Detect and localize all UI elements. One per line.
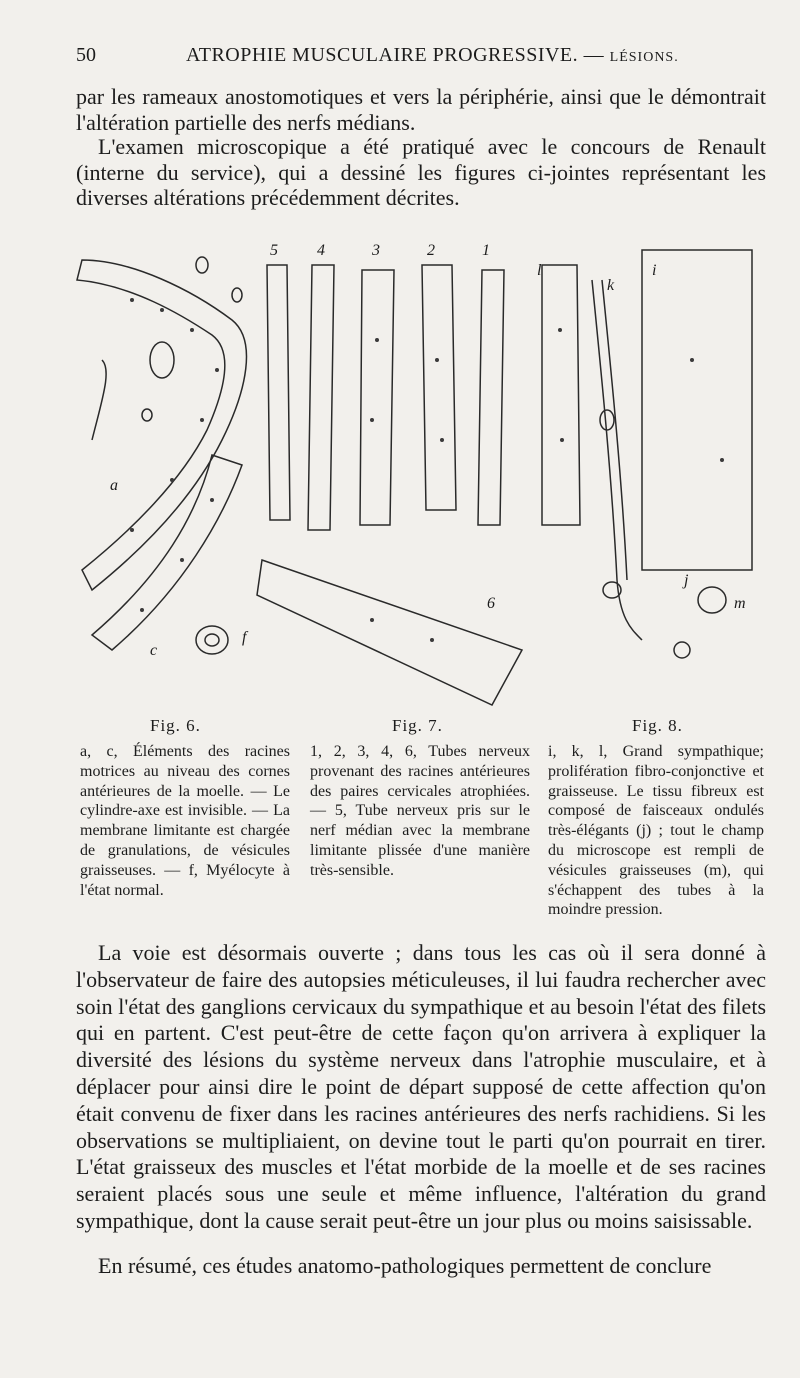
granulation <box>375 338 379 342</box>
fig-letter-j: j <box>684 572 689 589</box>
paragraph-conclusion-way: La voie est désormais ouverte ; dans tous les cas où il sera donné à l'observateur de faire des autopsies méticuleuses, il lui faudra rechercher avec soin l'état des ganglions cervicaux du sympathique et au besoin l'état des filets qui en partent. C'est peut-être de cette façon qu'on arrivera à expliquer la diversité des lésions du système nerveux dans l'atrophie musculaire, et à déplacer pour ainsi dire le point de départ supposé de cette affection qu'on était convenu de fixer dans les racines antérieures des nerfs rachidiens. Si les observations se multipliaient, on devine tout le parti qu'on pourrait en tirer. L'état graisseux des muscles et l'état morbide de la moelle et de ses racines seraient placés sous une seule et même influence, l'altération du grand sympathique, dont la cause serait peut-être un jour plus ou moins saisissable. <box>76 940 766 1233</box>
fig6-caption: a, c, Éléments des racines motrices au niveau des cornes antérieures de la moelle. — Le cylindre-axe est invisible. — La membrane limitante est chargée de granulations, de vésicules graisseuses. — f, Myélocyte à l'état normal. <box>80 743 290 899</box>
granulation <box>160 308 164 312</box>
fig7-tube-4 <box>308 265 334 530</box>
fig6-cell-body <box>150 342 174 378</box>
fig-number-6: 6 <box>487 595 495 612</box>
fig-letter-l: l <box>537 262 542 279</box>
fig6-axon-f <box>92 360 106 440</box>
fig-number-5: 5 <box>270 242 278 259</box>
fig6-vesicle <box>232 288 242 302</box>
fig7-tube-6 <box>257 560 522 705</box>
fig6-vesicle <box>142 409 152 421</box>
fig-letter-i: i <box>652 262 657 279</box>
fig8-fibre-k <box>592 280 642 640</box>
granulation <box>210 498 214 502</box>
fig7-caption: 1, 2, 3, 4, 6, Tubes nerveux provenant des racines antérieures des paires cervicales atrophiées. — 5, Tube nerveux pris sur le nerf médian avec la membrane limitante plissée d'une manière très-sensible. <box>310 743 530 879</box>
fig-letter-k: k <box>607 277 615 294</box>
fig8-label: Fig. 8. <box>632 716 683 735</box>
paragraph-summary: En résumé, ces études anatomo-pathologiques permettent de conclure <box>98 1253 712 1278</box>
granulation <box>180 558 184 562</box>
granulation <box>170 478 174 482</box>
running-header <box>76 44 766 74</box>
granulation <box>190 328 194 332</box>
paragraph-microscopic-exam: L'examen microscopique a été pratiqué avec le concours de Renault (interne du service), qui a dessiné les figures ci-jointes représentant les diverses altérations précédemment décrites. <box>76 134 766 210</box>
fig-number-4: 4 <box>317 242 325 259</box>
fig-number-3: 3 <box>372 242 380 259</box>
granulation <box>720 458 724 462</box>
granulation <box>130 528 134 532</box>
fig8-fibre-l <box>542 265 580 525</box>
granulation <box>140 608 144 612</box>
granulation <box>435 358 439 362</box>
fig8-vesicle-m <box>698 587 726 613</box>
granulation <box>690 358 694 362</box>
fig-number-2: 2 <box>427 242 435 259</box>
fig7-label: Fig. 7. <box>392 716 443 735</box>
granulation <box>130 298 134 302</box>
fig6-cell-f <box>196 626 228 654</box>
fig8-vesicle <box>674 642 690 658</box>
fig7-tube-5 <box>267 265 290 520</box>
granulation <box>440 438 444 442</box>
fig-number-1: 1 <box>482 242 490 259</box>
fig-letter-c: c <box>150 642 158 659</box>
fig8-tissue-i <box>642 250 752 570</box>
fig6-cell <box>205 634 219 646</box>
figure-plate <box>72 240 762 710</box>
page-number: 50 <box>76 44 96 66</box>
fig7-tube-3 <box>360 270 394 525</box>
fig8-vesicle <box>600 410 614 430</box>
granulation <box>560 438 564 442</box>
header-title: ATROPHIE MUSCULAIRE PROGRESSIVE. — <box>186 44 605 66</box>
fig-letter-m: m <box>734 595 746 612</box>
granulation <box>430 638 434 642</box>
fig-letter-a: a <box>110 477 118 494</box>
fig6-vesicle <box>196 257 208 273</box>
fig8-caption: i, k, l, Grand sympathique; prolifération fibro-conjonctive et graisseuse. Le tissu fibreux est composé de faisceaux ondulés très-élégants (j) ; tout le champ du microscope est rempli de vésicules graisseuses (m), qui s'échappent des tubes à la moindre pression. <box>548 743 764 919</box>
granulation <box>200 418 204 422</box>
fig7-tube-1 <box>478 270 504 525</box>
header-section: LÉSIONS. <box>609 50 679 65</box>
granulation <box>215 368 219 372</box>
granulation <box>558 328 562 332</box>
fig7-tube-2 <box>422 265 456 510</box>
granulation <box>370 618 374 622</box>
running-title <box>186 44 679 67</box>
granulation <box>370 418 374 422</box>
fig-letter-f: f <box>242 629 247 646</box>
paragraph-continuation: par les rameaux anostomotiques et vers la périphérie, ainsi que le démontrait l'altération partielle des nerfs médians. <box>76 84 766 135</box>
fig6-label: Fig. 6. <box>150 716 201 735</box>
